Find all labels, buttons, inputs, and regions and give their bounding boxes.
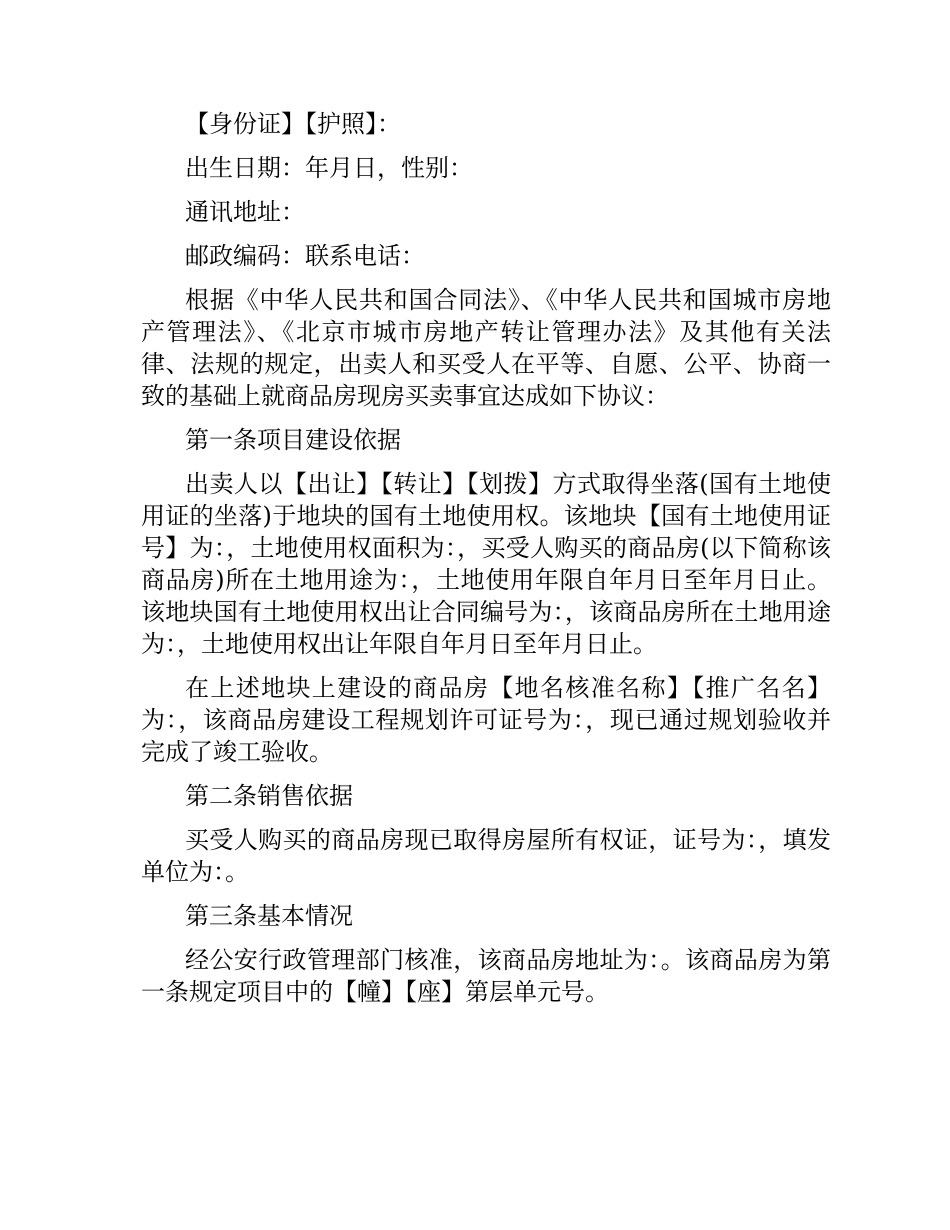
article-2-heading: 第二条销售依据 bbox=[185, 782, 353, 810]
postcode-phone-line: 邮政编码：联系电话： bbox=[185, 242, 425, 270]
birth-gender-line: 出生日期：年月日，性别： bbox=[185, 154, 473, 182]
legal-basis-paragraph: 根据《中华人民共和国合同法》、《中华人民共和国城市房地产管理法》、《北京市城市房地产转让管理办法》及其他有关法律、法规的规定，出卖人和买受人在平等、自愿、公平、协商一致的基础上就商品房现房买卖事宜达成如下协议： bbox=[141, 286, 831, 410]
id-type-line: 【身份证】【护照】： bbox=[185, 110, 401, 138]
article-1-heading: 第一条项目建设依据 bbox=[185, 426, 401, 454]
article-2-paragraph: 买受人购买的商品房现已取得房屋所有权证，证号为：，填发单位为：。 bbox=[141, 826, 831, 886]
address-line: 通讯地址： bbox=[185, 198, 305, 226]
article-1-paragraph-1: 出卖人以【出让】【转让】【划拨】方式取得坐落(国有土地使用证的坐落)于地块的国有土地使用权。该地块【国有土地使用证号】为：，土地使用权面积为：，买受人购买的商品房(以下简称该商品房)所在土地用途为：，土地使用年限自年月日至年月日止。该地块国有土地使用权出让合同编号为：，该商品房所在土地用途为：，土地使用权出让年限自年月日至年月日止。 bbox=[141, 470, 831, 658]
article-3-heading: 第三条基本情况 bbox=[185, 902, 353, 930]
document-body bbox=[141, 108, 831, 1020]
article-1-paragraph-2: 在上述地块上建设的商品房【地名核准名称】【推广名名】为：，该商品房建设工程规划许可证号为：，现已通过规划验收并完成了竣工验收。 bbox=[141, 674, 831, 766]
article-3-paragraph: 经公安行政管理部门核准，该商品房地址为：。该商品房为第一条规定项目中的【幢】【座】第层单元号。 bbox=[141, 946, 831, 1006]
